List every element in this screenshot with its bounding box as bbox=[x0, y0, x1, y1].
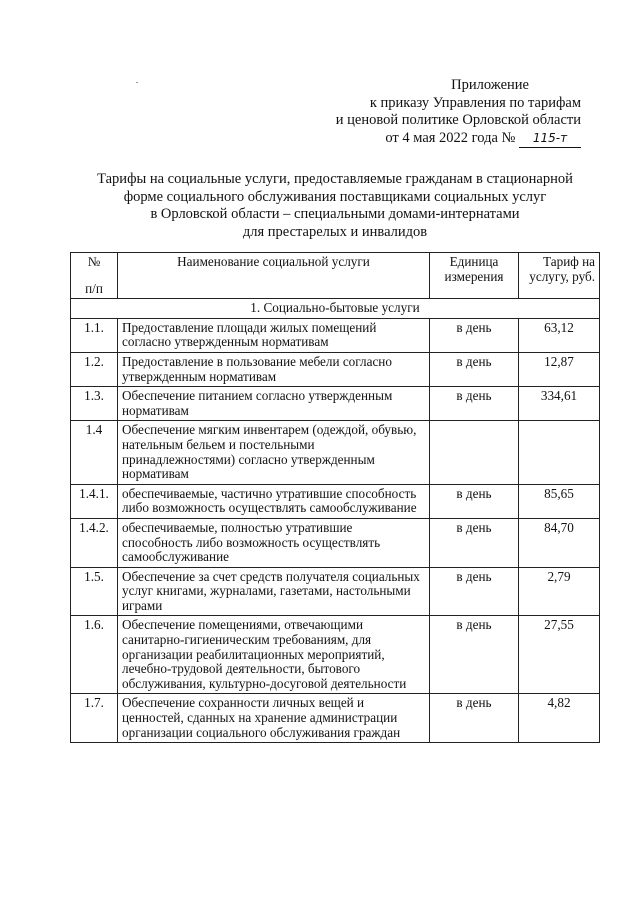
row-tariff: 12,87 bbox=[519, 352, 600, 386]
header-tariff: Тариф на услугу, руб. bbox=[519, 253, 600, 299]
row-number: 1.1. bbox=[71, 318, 118, 352]
row-unit: в день bbox=[430, 352, 519, 386]
section-row bbox=[71, 299, 600, 319]
table-row bbox=[71, 352, 600, 386]
document-title bbox=[70, 171, 600, 241]
row-tariff: 4,82 bbox=[519, 694, 600, 743]
header-unit: Единица измерения bbox=[430, 253, 519, 299]
row-number: 1.4 bbox=[71, 421, 118, 484]
row-tariff: 334,61 bbox=[519, 387, 600, 421]
row-service-name: Обеспечение за счет средств получателя социальных услуг книгами, журналами, газетами, настольными играми bbox=[118, 567, 430, 616]
table-header-row bbox=[71, 253, 600, 299]
row-tariff: 84,70 bbox=[519, 518, 600, 567]
row-service-name: Предоставление площади жилых помещений согласно утвержденным нормативам bbox=[118, 318, 430, 352]
title-line-3: в Орловской области – специальными домами-интернатами bbox=[150, 206, 520, 222]
appendix-date-text: от 4 мая 2022 года № bbox=[385, 129, 516, 146]
header-service-name: Наименование социальной услуги bbox=[118, 253, 430, 299]
row-service-name: Обеспечение мягким инвентарем (одеждой, обувью, нательным бельем и постельными принадлежностями) согласно утвержденным нормативам bbox=[118, 421, 430, 484]
row-number: 1.2. bbox=[71, 352, 118, 386]
table-row bbox=[71, 567, 600, 616]
row-tariff bbox=[519, 421, 600, 484]
table-row bbox=[71, 616, 600, 694]
table-row bbox=[71, 421, 600, 484]
title-line-1: Тарифы на социальные услуги, предоставляемые гражданам в стационарной bbox=[97, 171, 573, 187]
header-number bbox=[71, 253, 118, 299]
row-tariff: 63,12 bbox=[519, 318, 600, 352]
row-number: 1.4.1. bbox=[71, 484, 118, 518]
row-tariff: 2,79 bbox=[519, 567, 600, 616]
row-unit: в день bbox=[430, 694, 519, 743]
row-service-name: Обеспечение сохранности личных вещей и ценностей, сданных на хранение администрации организации социального обслуживания граждан bbox=[118, 694, 430, 743]
row-unit: в день bbox=[430, 484, 519, 518]
row-unit bbox=[430, 421, 519, 484]
row-service-name: Обеспечение питанием согласно утвержденным нормативам bbox=[118, 387, 430, 421]
row-number: 1.3. bbox=[71, 387, 118, 421]
row-number: 1.4.2. bbox=[71, 518, 118, 567]
row-unit: в день bbox=[430, 318, 519, 352]
row-service-name: обеспечиваемые, полностью утратившие способность либо возможность осуществлять самообслуживание bbox=[118, 518, 430, 567]
title-line-4: для престарелых и инвалидов bbox=[242, 223, 428, 240]
row-service-name: обеспечиваемые, частично утратившие способность либо возможность осуществлять самообслуживание bbox=[118, 484, 430, 518]
row-service-name: Предоставление в пользование мебели согласно утвержденным нормативам bbox=[118, 352, 430, 386]
row-unit: в день bbox=[430, 387, 519, 421]
table-row bbox=[71, 318, 600, 352]
row-unit: в день bbox=[430, 616, 519, 694]
header-number-sign: № bbox=[87, 254, 101, 269]
section-title: 1. Социально-бытовые услуги bbox=[71, 299, 600, 319]
table-row bbox=[71, 484, 600, 518]
row-tariff: 85,65 bbox=[519, 484, 600, 518]
header-number-pp: п/п bbox=[85, 280, 103, 296]
row-unit: в день bbox=[430, 567, 519, 616]
tariffs-table bbox=[70, 252, 600, 743]
row-service-name: Обеспечение помещениями, отвечающими санитарно-гигиеническим требованиям, для организации реабилитационных мероприятий, лечебно-трудовой деятельности, бытового обслуживания, культурно-досуговой деятельности bbox=[118, 616, 430, 694]
row-number: 1.7. bbox=[71, 694, 118, 743]
row-unit: в день bbox=[430, 518, 519, 567]
table-row bbox=[71, 518, 600, 567]
appendix-order-line: к приказу Управления по тарифам bbox=[369, 94, 581, 111]
appendix-header bbox=[336, 77, 581, 148]
appendix-date-line bbox=[336, 130, 581, 149]
row-tariff: 27,55 bbox=[519, 616, 600, 694]
order-number-handwritten: 115-т bbox=[519, 130, 581, 149]
row-number: 1.5. bbox=[71, 567, 118, 616]
table-row bbox=[71, 694, 600, 743]
scan-speck bbox=[136, 82, 138, 83]
row-number: 1.6. bbox=[71, 616, 118, 694]
table-row bbox=[71, 387, 600, 421]
appendix-agency-line: и ценовой политике Орловской области bbox=[335, 112, 581, 128]
appendix-title: Приложение bbox=[451, 77, 529, 93]
title-line-2: форме социального обслуживания поставщиками социальных услуг bbox=[123, 188, 547, 205]
